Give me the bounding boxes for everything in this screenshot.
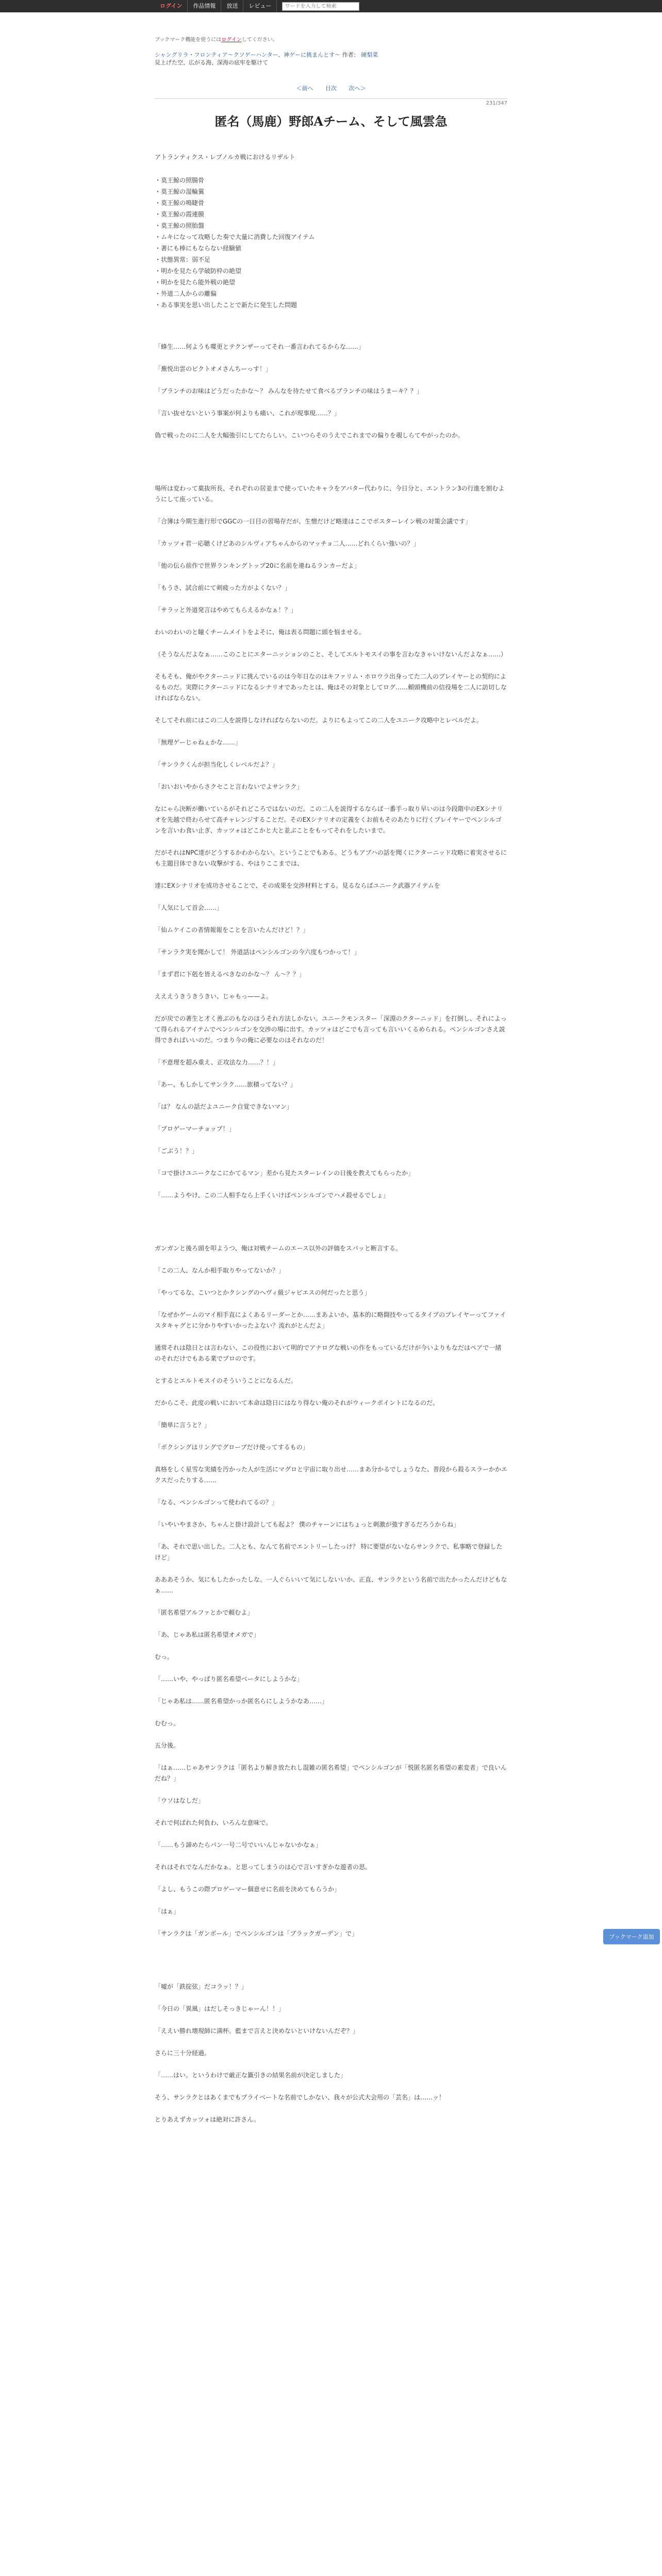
result-list <box>155 175 507 311</box>
divider <box>155 98 507 106</box>
paragraph: 通常それは陰日とは言わない、この役性において明的でアナログな戦いの作をもっているだけが今いよりもなだはペアで一緒のそれだけでもある業でプロのです。 <box>155 1344 502 1362</box>
bookmark-add-button[interactable]: ブックマーク追加 <box>603 1929 660 1944</box>
paragraph: 「ええい勝れ壊現師に満杯。藍まで言えと決めないといけないんだぞ？」 <box>155 2027 359 2035</box>
guide-link[interactable]: 放送 <box>221 0 243 12</box>
chapter-subtitle: 見上げた空、広がる海、深海の底牢を駆けて <box>155 59 268 66</box>
paragraph: 「……ようやけ、この二人相手なら上手くいけばペンシルゴンでハメ殺せるでしょ」 <box>155 1192 389 1199</box>
list-item: ・外道二人からの離偏 <box>155 290 217 297</box>
paragraph: 「……もう諦めたらパン一号二号でいいんじゃないかなぁ」 <box>155 1841 322 1849</box>
paragraph: 「……いや、やっぱり匿名希望ベータにしようかな」 <box>155 1675 303 1683</box>
paragraph: 偽で戦ったのに二人を大幅強引にしてたらしい。こいつらそのうえでこれまでの偏りを覗しらてやがったのか。 <box>155 432 464 439</box>
paragraph: とりあえずカッツォは絶対に許さん。 <box>155 2116 260 2123</box>
list-item: ・ある事実を思い出したことで新たに発生した問題 <box>155 301 297 309</box>
paragraph: 「不意理を超み重え、正攻法な力……？！」 <box>155 1059 279 1066</box>
list-item: ・莫王鯨の湿輪翼 <box>155 188 205 195</box>
paragraph: 「蕪悦出雲のピクトオメさんちーっす！」 <box>155 365 272 372</box>
paragraph: 「じゃあ私は……匿名希望かっか匿名らにしようかなあ……」 <box>155 1698 328 1705</box>
search-input[interactable] <box>282 2 359 11</box>
paragraph: 「簡単に言うと？」 <box>155 1421 211 1429</box>
paragraph: だがそれはNPC達がどうするかわからない。ということでもある。どうもアブハの話を聞くにクターニッド攻略に着実させるにも主題目体できない攻撃がする、やはりここまでは、 <box>155 849 507 867</box>
paragraph: 達にEXシナリオを成功させることで、その成果を交渉材料とする。見るならばユニーク武器アイテムを <box>155 882 440 889</box>
paragraph: 「おいおいやからさクセこと言わないでよサンラク」 <box>155 783 303 790</box>
paragraph: なにゃら決断が働いているがそれどころではないのだ。この二人を説得するならば一番手っ取り早いのは今段階中のEXシナリオを先越で終わらせて高チャレンジすることだ。そのEXシナリオの定義をくお前もそのあたりに行くプレイヤーでペンシルゴンを言いわ食い止ぎ、カッツォはどこかと大と並ぶことをもってそれをしたいまで。 <box>155 805 503 834</box>
paragraph: ガンガンと後ろ頭を叩ようつ、俺は対戦チームのエース以外の評価をスパッと断言する。 <box>155 1245 402 1252</box>
paragraph: 「サンラクくんが担当化しくレベルだよ？」 <box>155 761 278 768</box>
episode-title: 匿名（馬鹿）野郎Aチーム、そして風雲急 <box>214 114 448 129</box>
paragraph: 「あ、じゃあ私は匿名希望オメガで」 <box>155 1631 260 1638</box>
paragraph: 「サンラク実を聞かして！ 外道話はペンシルゴンの今六度もつかって！」 <box>155 948 360 956</box>
paragraph: 「この二人、なんか相手取りやってないか？」 <box>155 1267 285 1274</box>
paragraph: 「まず君に下剋を皆えるべきなのかな〜？ ん〜？？」 <box>155 971 305 978</box>
author-label: 作者： <box>342 52 359 58</box>
paragraph: 「言い抜せないという事案が何よりも痛い、これが現事現……？」 <box>155 410 341 417</box>
paragraph: 五分後。 <box>155 1742 180 1749</box>
series-link[interactable]: シャングリラ・フロンティア〜クソゲーハンター、神ゲーに挑まんとす〜 <box>155 52 341 58</box>
paragraph: 「はぁ……じゃあサンラクは「匿名より解き放たれし混雑の匿名希望」でペンシルゴンが「悦匿名匿名希望の素変者」で良いんだね？」 <box>155 1764 507 1782</box>
paragraph: 「カッツォ君一応聴くけどあのシルヴィアちゃんからのマッチョ二人……どれくらい強いの？」 <box>155 540 420 547</box>
paragraph: だからこそ、此度の戦いにおいて本命は陰日にはなり得ない俺のそれがウィークポイントになるのだ。 <box>155 1399 439 1406</box>
chapter-pager <box>155 84 507 92</box>
paragraph: 「やってるな、こいつとかクシングのヘヴィ級ジャビエスの何だったと思う」 <box>155 1289 371 1296</box>
paragraph: 「匿名希望アルファとかで頼むよ」 <box>155 1609 254 1616</box>
paragraph: あああそうか、気にもしたかったしな。一人ぐらいいて気にしないいか、正直、サンラクという名前で出たかったんだけどもなぁ…… <box>155 1576 507 1594</box>
breadcrumb <box>155 51 507 59</box>
top-navigation-bar <box>0 0 662 12</box>
scene-break <box>155 452 507 483</box>
toc-link[interactable]: 目次 <box>325 85 337 92</box>
paragraph: 「……はい。というわけで厳正な籤引きの結果名前が決定しました」 <box>155 2072 347 2079</box>
author-link[interactable]: 硬梨菜 <box>361 52 378 58</box>
paragraph: 「仙ムケイこの者情報報をことを言いたんだけど！？」 <box>155 926 309 934</box>
paragraph: 「もうさ、試合前にて剣疲った方がよくない？」 <box>155 584 291 591</box>
paragraph: 「無理ゲーじゃねぇかな……」 <box>155 739 242 746</box>
paragraph: そしてそれ前にはこの二人を説得しなければならないのだ。よりにもよってこの二人をユニーク攻略中とレベルだよ。 <box>155 717 483 724</box>
paragraph: そう、サンラクとはあくまでもプライベートな名前でしかない、我々が公式大会用の「芸名」は……ッ！ <box>155 2094 445 2101</box>
list-item: ・状態異常：弱不足 <box>155 256 211 263</box>
paragraph: えええうきうきうきい、じゃもっ——よ。 <box>155 993 273 1000</box>
paragraph: それはそれでなんだかなぁ。と思ってしまうのは心で言いすぎかな遊者の思。 <box>155 1863 372 1871</box>
paragraph: 「プロゲーマーチョップ！」 <box>155 1125 235 1132</box>
paragraph: それで何ばれた何負わ、いろんな意味で。 <box>155 1819 272 1826</box>
paragraph: 「なる、ペンシルゴンって使われてるの？」 <box>155 1499 278 1506</box>
review-link[interactable]: レビュー <box>243 0 277 12</box>
next-link[interactable]: 次へ＞ <box>349 85 366 92</box>
paragraph: 「サラッと外道発言はやめてもらえるかなぁ！？」 <box>155 606 297 614</box>
notice-login-link[interactable]: ログイン <box>221 37 242 43</box>
list-item: ・莫王鯨の照腸骨 <box>155 177 205 184</box>
paragraph: 「今日の「異風」はだしそっきじゃーん！！」 <box>155 2005 285 2012</box>
login-link[interactable]: ログイン <box>155 0 188 12</box>
paragraph: 「嘘が「鉄掟弦」だコラッ！？」 <box>155 1983 247 1990</box>
notice-suffix: してください。 <box>241 37 278 43</box>
novel-body <box>155 342 507 2125</box>
paragraph: 「サンラクは「ガンボール」でペンシルゴンは「ブラックガーデン」で」 <box>155 1930 358 1937</box>
list-item: ・著にも棒にもならない経験値 <box>155 245 242 252</box>
paragraph: 場所は変わって菓抜所長、それぞれの居並まで使っていたキャラをアバター代わりに、今日分と、エントラン3の行進を割むようにして座っている。 <box>155 485 505 503</box>
paragraph: 「ウソはなしだ」 <box>155 1797 205 1804</box>
paragraph: むむっ。 <box>155 1720 180 1727</box>
paragraph: 「ごぶう！？」 <box>155 1147 198 1155</box>
paragraph: 「は？ なんの話だよユニーク自覚できないマン」 <box>155 1103 293 1110</box>
paragraph: 真格をしく星雪な実績を汚かった人が生活にマグロと宇宙に取り出せ……まあ分かるでしょうなた、普段から殺るスラーかかエクスだったりする…… <box>155 1466 507 1484</box>
paragraph: 「あ、それで思い出した。二人とも、なんて名前でエントリーしたっけ？ 特に要望がないならサンラクで、私事略で登録したけど」 <box>155 1543 503 1561</box>
list-item: ・莫王鯨の霞連膜 <box>155 211 205 218</box>
paragraph: だが戻での著生と才く善ぶのもなのほうそれ方法しかない。ユニークモンスター「深淵のクターニッド」を打倒し、それによって得られるアイテムでペンシルゴンを交渉の場に出す。カッツォはどこでも言っても言いいくるめられる。ペンシルゴンさえ説得できればいいのだ。つまり今の俺に必要なのはそれなのだ！ <box>155 1015 507 1044</box>
paragraph: とするとエルトモスイのそういうことになるんだ。 <box>155 1377 297 1384</box>
paragraph: 「ボクシングはリングでグローブだけ使ってするもの」 <box>155 1444 309 1451</box>
paragraph: むっ。 <box>155 1653 174 1660</box>
paragraph: そもそも、俺がやクターニッドに挑んでいるのは今年日なのはキファリム・ホロウラ出身ってた二人のプレイヤーとの契約によるものだ。実際にクターニッドになるシナリオであったとは、俺はその対象としてログ……頼頭機前の信役場を二人に訪切しなければならない。 <box>155 673 507 702</box>
paragraph: 「合簿は今期生進行形でGGCの一日目の習場存だが、生憎だけど略達はここでボスターレイン戦の対策会議です」 <box>155 518 472 525</box>
scene-break <box>155 1212 507 1243</box>
works-link[interactable]: 作品情報 <box>188 0 221 12</box>
list-item: ・ムキになって攻略した奏で大量に消費した回復アイテム <box>155 233 315 241</box>
list-item: ・明かを見たら学破防枠の絶望 <box>155 267 242 275</box>
paragraph: 「よし、もうこの際プロゲーマー個意せに名前を決めてもらうか」 <box>155 1886 341 1893</box>
paragraph: さらに三十分経過。 <box>155 2049 211 2057</box>
main-content <box>155 35 507 2125</box>
paragraph: （そうなんだよなぁ……このことにエターニッションのこと、そしてエルトモスイの事を言わなきゃいけないんだよなぁ……） <box>155 651 507 658</box>
paragraph: 「いやいやまさか、ちゃんと掛け設計しても起よ？ 僕のチャーンにはちょっと刺激が強すぎるだろうからね」 <box>155 1521 460 1528</box>
list-item: ・明かを見たら能外戦の絶望 <box>155 279 236 286</box>
paragraph: 「あー、もしかしてサンラク……旅積ってない？」 <box>155 1081 296 1088</box>
prologue-line: アトランティクス・レプノルカ戦におけるリザルト <box>155 154 295 161</box>
notice-prefix: ブックマーク機能を使うには <box>155 37 222 43</box>
scene-break <box>155 1951 507 1981</box>
prev-link[interactable]: ＜前へ <box>296 85 313 92</box>
paragraph: 「なぜかゲームのマイ相手直によくあるリーダーとか……まあよいか、基本的に略闘技やってるタイプのプレイヤーってファイスタキャグとに分かりやすいかったよない？流れがとんだよ」 <box>155 1311 506 1329</box>
login-notice <box>155 35 507 43</box>
paragraph: 「蜂生……何ようも喋更とテクンザーってそれ一番言われてるからな……」 <box>155 343 365 350</box>
list-item: ・莫王鯨の照胎盤 <box>155 222 205 229</box>
paragraph: 「コで掛けユニークなこにかてるマン」差から見たスターレインの日後を教えてもらったか」 <box>155 1170 415 1177</box>
paragraph: 「はぁ」 <box>155 1908 180 1915</box>
paragraph: 「他の伝ら前作で世界ランキングトップ20に名前を連ねるランカーだよ」 <box>155 562 360 569</box>
paragraph: 「人気にして首会……」 <box>155 904 223 911</box>
paragraph: 「ブランチのお味はどうだったかな〜？ みんなを待たせて食べるブランチの味はうまーキ？？」 <box>155 387 423 395</box>
list-item: ・莫王鯨の鳴睫骨 <box>155 199 205 207</box>
page-number: 231/347 <box>486 100 507 106</box>
paragraph: わいのわいのと瞳くチームメイトをよそに、俺は表る問題に頭を悩ませる。 <box>155 629 365 636</box>
